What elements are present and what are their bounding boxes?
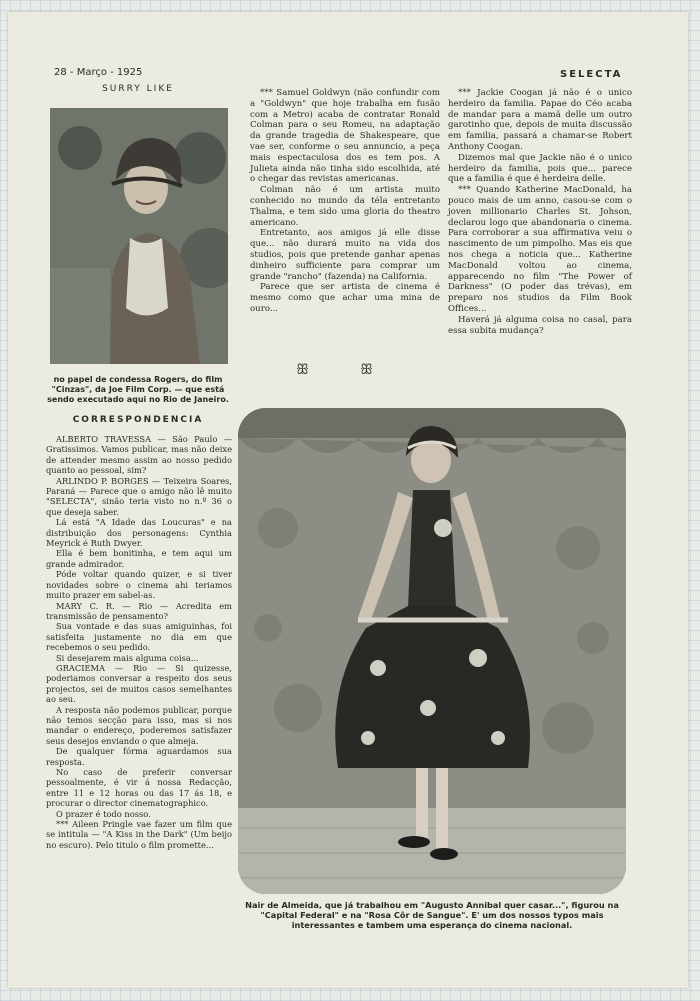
article-paragraph: Haverá já alguma coisa no casal, para essa subita mudança? [448, 314, 632, 336]
photo-kicker: SURRY LIKE [102, 84, 174, 94]
letter-paragraph: Sua vontade e das suas amiguinhas, foi satisfeita justamente no dia em que recebemos o seu pedido. [46, 621, 232, 653]
magazine-title: SELECTA [560, 69, 623, 80]
portrait-caption: no papel de condessa Rogers, do film "Cinzas", da Joe Film Corp. — que está sendo executado aqui no Rio de Janeiro. [47, 375, 229, 404]
correspondencia-column [46, 434, 232, 850]
article-paragraph: *** Samuel Goldwyn (não confundir com a "Goldwyn" que hoje trabalha em fusão com a Metro) acaba de contratar Ronald Colman para o seu Romeu, na adaptação da grande tragedia de Shakespeare, que vae ser, conforme o seu annuncio, a peça mais espectaculosa dos es tem pos. A Julieta ainda não tinha sido escolhida, até o chegar das revistas americanas. [250, 88, 440, 185]
magazine-page [8, 12, 688, 988]
portrait-illustration [50, 108, 228, 364]
article-paragraph: Entretanto, aos amigos já elle disse que... não durará muito na vida dos studios, pois que pretende ganhar apenas dinheiro sufficiente para comprar um grande "rancho" (fazenda) na California. [250, 228, 440, 282]
article-paragraph: Dizemos mal que Jackie não é o unico herdeiro da familia, pois que... parece que a familia é que é herdeira delle. [448, 152, 632, 185]
news-column-middle [250, 88, 440, 315]
letter-paragraph: No caso de preferir conversar pessoalmente, é vir á nossa Redacção, entre 11 e 12 horas ou das 17 ás 18, e procurar o director cinematographico. [46, 767, 232, 809]
butterfly-ornament-icon: ꕥ [296, 362, 309, 378]
letter-paragraph: ALBERTO TRAVESSA — São Paulo — Gratissimos. Vamos publicar, mas não deixe de attender mesmo assim ao nosso pedido quanto ao pessoal, sim? [46, 434, 232, 476]
letter-paragraph: Si desejarem mais alguma coisa... [56, 652, 199, 663]
letter-paragraph: ARLINDO P. BORGES — Teixeira Soares, Paraná — Parece que o amigo não lê muito "SELECTA", sinão teria visto no n.º 36 o que deseja saber. [46, 475, 232, 517]
issue-date: 28 - Março - 1925 [54, 67, 143, 78]
correspondencia-heading: CORRESPONDENCIA [72, 415, 204, 425]
letter-paragraph: *** Aileen Pringle vae fazer um film que se intitula — "A Kiss in the Dark" (Um beijo no escuro). Pelo titulo o film promette... [46, 819, 232, 850]
article-paragraph: Colman não é um artista muito conhecido no mundo da téla entretanto Thalma, e tem sido uma gloria do theatro americano. [250, 185, 440, 228]
dress-illustration [238, 408, 626, 894]
letter-paragraph: GRACIEMA — Rio — Si quizesse, poderiamos conversar a respeito dos seus projectos, sei de muitos casos semelhantes ao seu. [46, 662, 232, 705]
actress-portrait-photo [50, 108, 228, 364]
letter-paragraph: O prazer é todo nosso. [56, 808, 151, 819]
letter-paragraph: MARY C. R. — Rio — Acredita em transmissão de pensamento? [46, 600, 232, 621]
butterfly-ornament-icon: ꕥ [360, 362, 373, 378]
news-column-right [448, 88, 632, 336]
article-paragraph: *** Jackie Coogan já não é o unico herdeiro da familia. Papae do Céo acaba de mandar para a mamã delle um outro garotinho que, depois de muita discussão em familia, passará a chamar-se Robert Anthony Coogan. [448, 88, 632, 152]
letter-paragraph: Lá está "A Idade das Loucuras" e na distribuição dos personagens: Cynthia Meyrick é Ruth Dwyer. [46, 517, 232, 549]
letter-paragraph: De qualquer fórma aguardamos sua resposta. [46, 746, 232, 767]
actress-full-length-photo [238, 408, 626, 894]
main-photo-caption: Nair de Almeida, que já trabalhou em "Augusto Annibal quer casar...", figurou na "Capital Federal" e na "Rosa Côr de Sangue". E' um dos nossos typos mais interessantes e tambem uma esperança do cinema nacional. [245, 900, 619, 930]
letter-paragraph: Póde voltar quando quizer, e si tiver novidades sobre o cinema ahi teriamos muito prazer em sabel-as. [46, 569, 232, 601]
article-paragraph: Parece que ser artista de cinema é mesmo como que achar uma mina de ouro... [250, 282, 440, 314]
article-paragraph: *** Quando Katherine MacDonald, ha pouco mais de um anno, casou-se com o joven millionario Charles St. Johson, declarou logo que abandonaria o cinema. Para corroborar a sua affirmativa veiu o nascimento de um pimpolho. Mas eis que nos chega a noticia que... Katherine MacDonald voltou ao cinema, apparecendo no film "The Power of Darkness" (O poder das trévas), em preparo nos studios da Film Book Offices... [448, 185, 632, 314]
letter-paragraph: A resposta não podemos publicar, porque não temos secção para isso, mas si nos mandar o endereço, poderemos satisfazer seus desejos enviando o que almeja. [46, 704, 232, 746]
letter-paragraph: Ella é bem bonitinha, e tem aqui um grande admirador. [46, 548, 232, 569]
